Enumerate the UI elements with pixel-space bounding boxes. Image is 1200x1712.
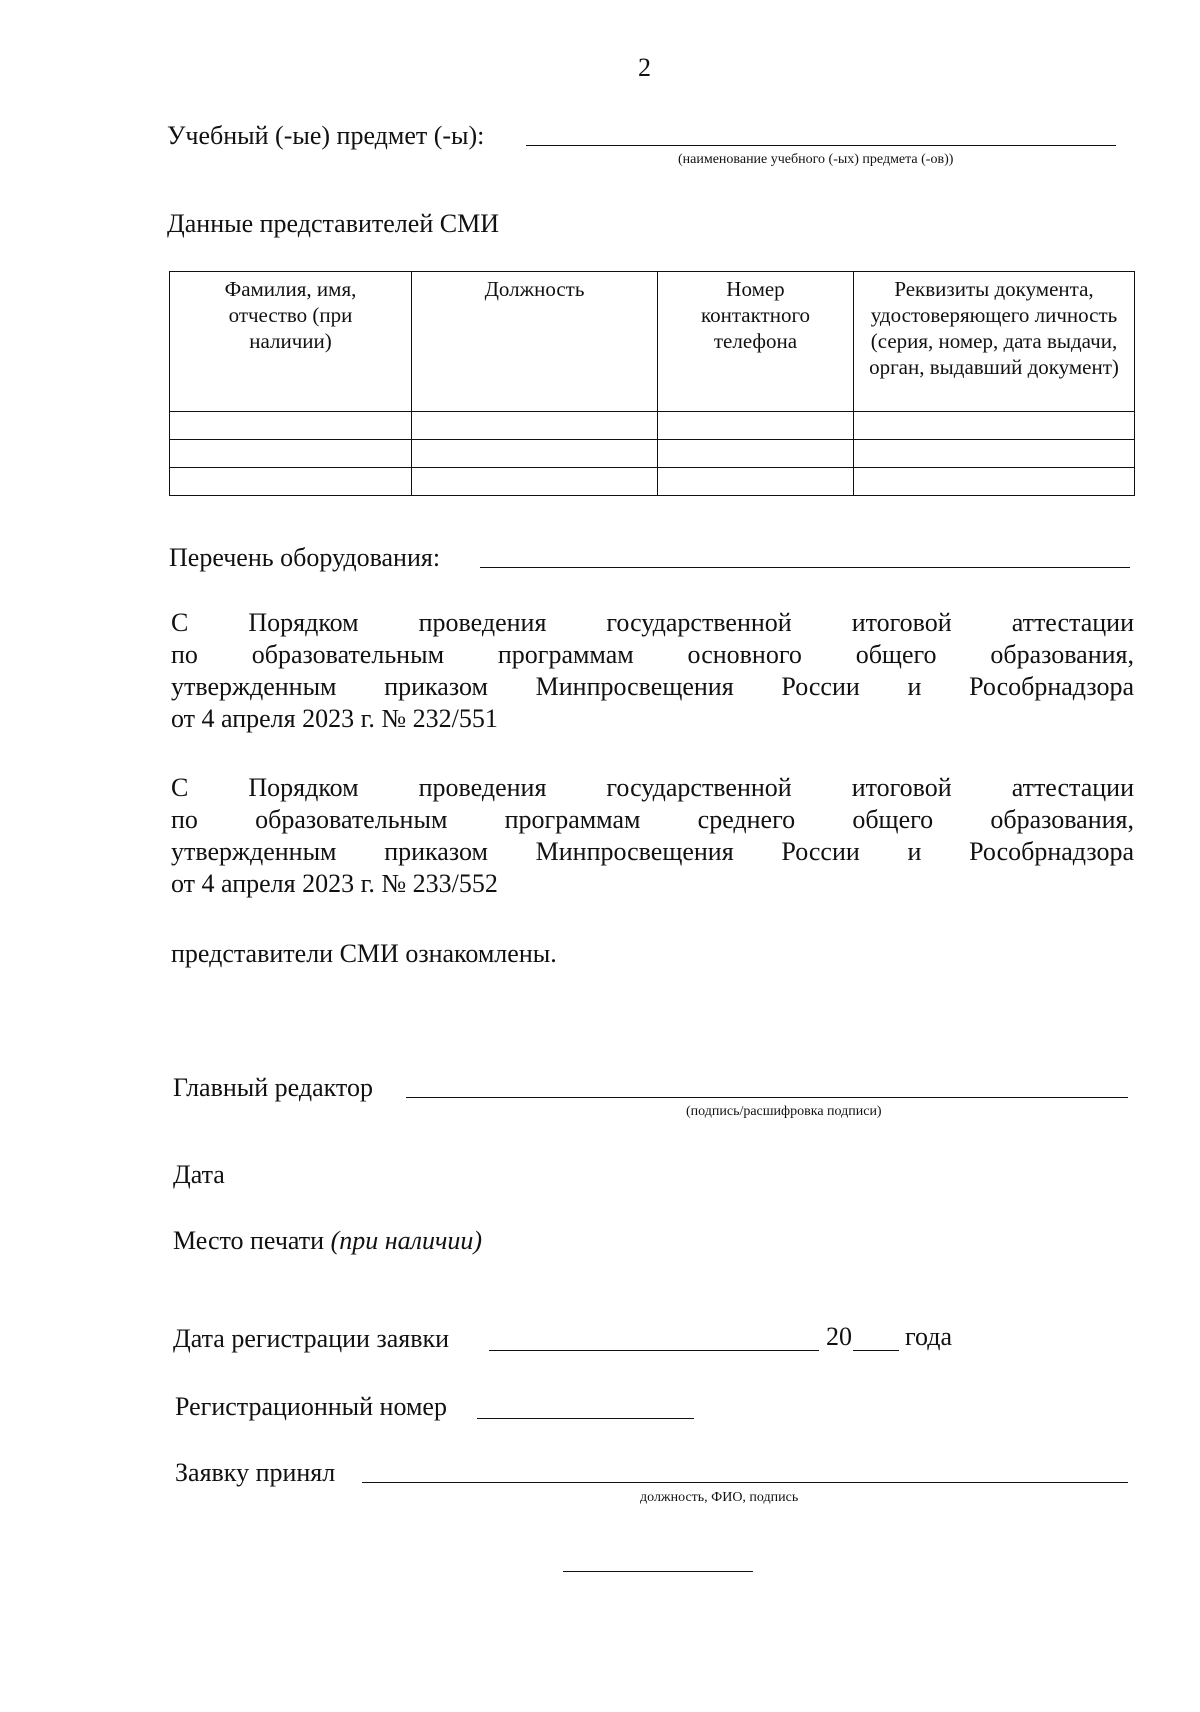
stamp-label-text: Место печати bbox=[173, 1226, 325, 1255]
table-row bbox=[170, 440, 1135, 468]
end-divider bbox=[563, 1571, 753, 1572]
media-section-title: Данные представителей СМИ bbox=[167, 209, 499, 238]
editor-caption: (подпись/расшифровка подписи) bbox=[686, 1104, 882, 1119]
accepted-signature-field[interactable] bbox=[362, 1482, 1128, 1483]
stamp-label bbox=[173, 1225, 482, 1257]
registration-year-prefix: 20 bbox=[826, 1322, 852, 1351]
equipment-label: Перечень оборудования: bbox=[169, 543, 441, 572]
registration-date-label: Дата регистрации заявки bbox=[173, 1324, 450, 1353]
editor-label: Главный редактор bbox=[173, 1073, 373, 1102]
registration-year-field[interactable] bbox=[853, 1350, 899, 1351]
table-cell[interactable] bbox=[412, 412, 658, 440]
procedure-paragraph-secondary bbox=[171, 772, 1134, 900]
table-header-row bbox=[170, 272, 1135, 412]
header-phone: Номер контактного телефона bbox=[658, 272, 854, 412]
registration-date-field[interactable] bbox=[489, 1350, 819, 1351]
registration-year-suffix: года bbox=[905, 1322, 953, 1351]
header-id-document: Реквизиты документа, удостоверяющего личность (серия, номер, дата выдачи, орган, выдавший документ) bbox=[854, 272, 1135, 412]
header-position: Должность bbox=[412, 272, 658, 412]
stamp-note: (при наличии) bbox=[330, 1226, 483, 1255]
registration-number-field[interactable] bbox=[477, 1418, 694, 1419]
table-cell[interactable] bbox=[170, 440, 412, 468]
table-cell[interactable] bbox=[412, 440, 658, 468]
date-label: Дата bbox=[173, 1160, 225, 1189]
subject-field[interactable] bbox=[526, 145, 1116, 146]
table-cell[interactable] bbox=[658, 440, 854, 468]
table-cell[interactable] bbox=[854, 412, 1135, 440]
header-full-name: Фамилия, имя, отчество (при наличии) bbox=[170, 272, 412, 412]
procedure-paragraph-basic bbox=[171, 607, 1134, 735]
table-row bbox=[170, 468, 1135, 496]
page-number: 2 bbox=[638, 53, 651, 82]
paragraph-line: С Порядком проведения государственной итоговой аттестации bbox=[171, 608, 1134, 637]
table-cell[interactable] bbox=[170, 468, 412, 496]
table-cell[interactable] bbox=[412, 468, 658, 496]
registration-number-label: Регистрационный номер bbox=[175, 1392, 447, 1421]
editor-signature-field[interactable] bbox=[406, 1097, 1128, 1098]
table-row bbox=[170, 412, 1135, 440]
paragraph-line: по образовательным программам основного общего образования, bbox=[171, 640, 1134, 669]
equipment-field[interactable] bbox=[480, 567, 1130, 568]
paragraph-line: по образовательным программам среднего общего образования, bbox=[171, 805, 1134, 834]
subject-label: Учебный (-ые) предмет (-ы): bbox=[167, 121, 485, 150]
table-cell[interactable] bbox=[170, 412, 412, 440]
paragraph-line: утвержденным приказом Минпросвещения России и Рособрнадзора bbox=[171, 672, 1134, 701]
paragraph-last-line: от 4 апреля 2023 г. № 233/552 bbox=[171, 869, 498, 898]
table-cell[interactable] bbox=[854, 468, 1135, 496]
table-cell[interactable] bbox=[658, 412, 854, 440]
subject-caption: (наименование учебного (-ых) предмета (-ов)) bbox=[678, 152, 954, 167]
table-cell[interactable] bbox=[854, 440, 1135, 468]
acquainted-statement: представители СМИ ознакомлены. bbox=[171, 939, 557, 968]
paragraph-last-line: от 4 апреля 2023 г. № 232/551 bbox=[171, 704, 498, 733]
table-cell[interactable] bbox=[658, 468, 854, 496]
accepted-label: Заявку принял bbox=[175, 1458, 336, 1487]
paragraph-line: утвержденным приказом Минпросвещения России и Рособрнадзора bbox=[171, 837, 1134, 866]
paragraph-line: С Порядком проведения государственной итоговой аттестации bbox=[171, 773, 1134, 802]
accepted-caption: должность, ФИО, подпись bbox=[640, 1490, 799, 1505]
media-representatives-table bbox=[169, 271, 1135, 496]
